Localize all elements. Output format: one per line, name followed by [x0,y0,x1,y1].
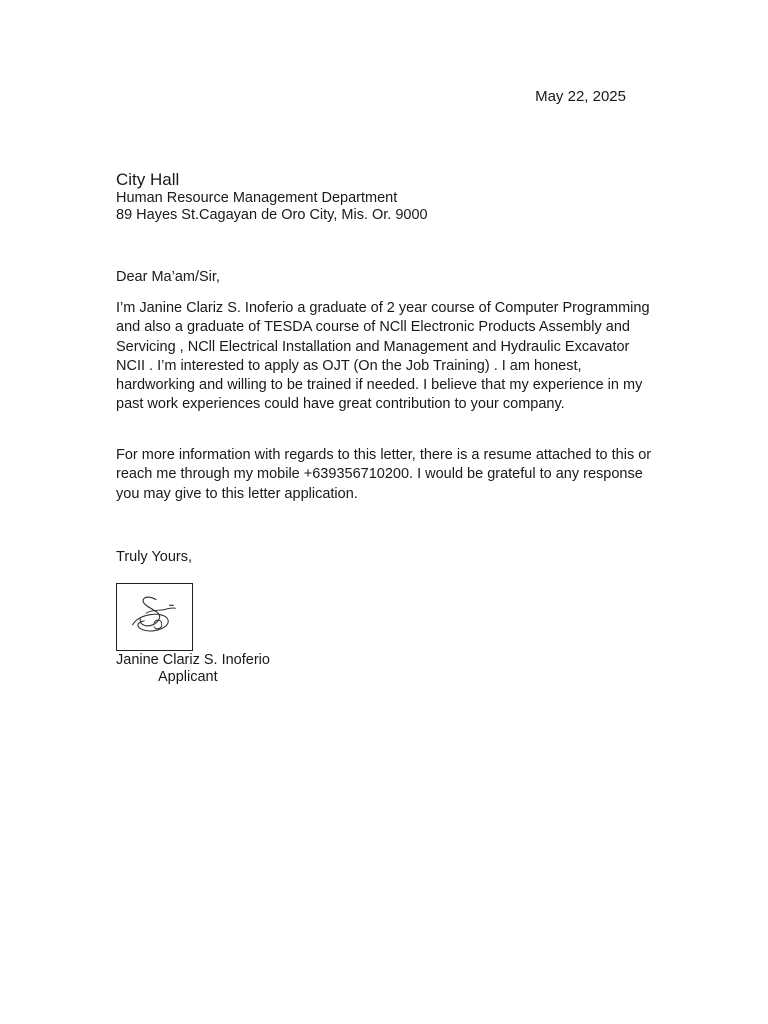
body-paragraph-1: I’m Janine Clariz S. Inoferio a graduate of 2 year course of Computer Programming and also a graduate of TESDA course of NCll Electronic Products Assembly and Servicing , NCll Electrical Installation and Management and Hydraulic Excavator NCII . I’m interested to apply as OJT (On the Job Training) . I am honest, hardworking and willing to be trained if needed. I believe that my experience in my past work experiences could have great contribution to your company. [116,300,650,413]
signer-title: Applicant [158,669,218,685]
recipient-address: 89 Hayes St.Cagayan de Oro City, Mis. Or. 9000 [116,206,428,223]
recipient-block [116,170,428,223]
body-paragraph-2: For more information with regards to this letter, there is a resume attached to this or reach me through my mobile +639356710200. I would be grateful to any response you may give to this letter application. [116,447,652,502]
salutation: Dear Ma’am/Sir, [116,269,220,285]
recipient-name: City Hall [116,170,180,189]
recipient-department: Human Resource Management Department [116,190,398,206]
signer-name: Janine Clariz S. Inoferio [116,652,270,668]
signature-scribble [117,584,192,650]
letter-date: May 22, 2025 [535,88,626,105]
complimentary-close: Truly Yours, [116,549,193,565]
signature-image [116,583,193,651]
